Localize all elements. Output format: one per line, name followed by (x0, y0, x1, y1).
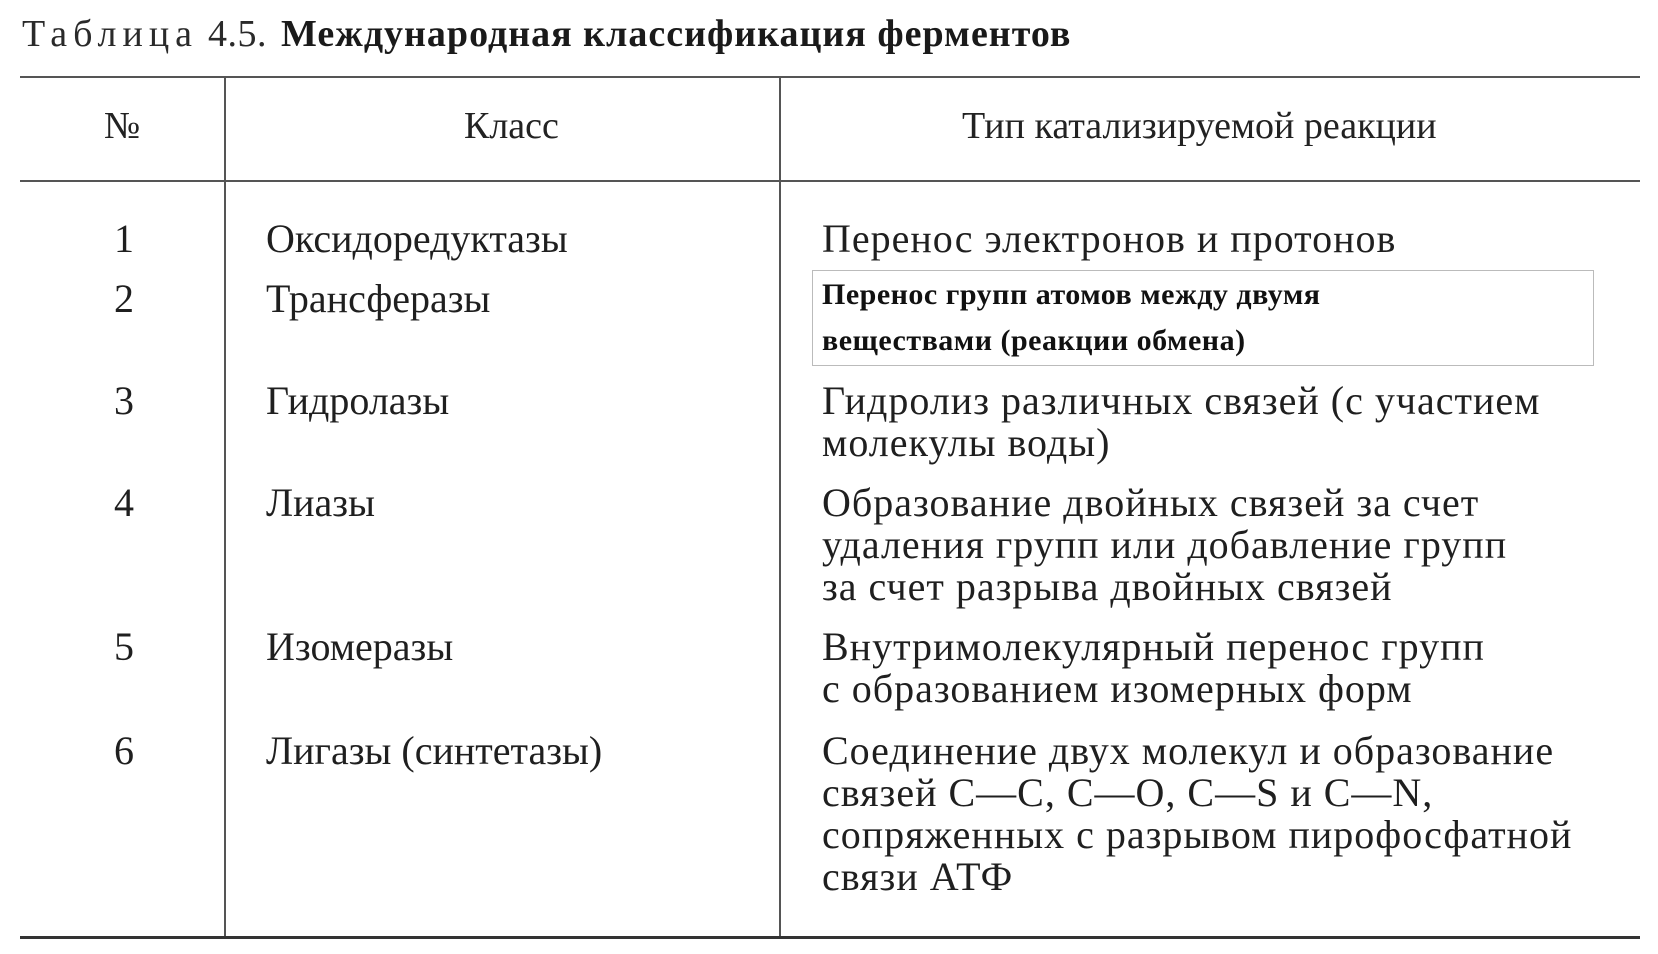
row-3-type-line: Гидролиз различных связей (с участием (822, 378, 1541, 423)
column-divider-1 (224, 78, 226, 936)
row-4-type-line: Образование двойных связей за счет (822, 480, 1480, 525)
row-5-type-line: Внутримолекулярный перенос групп (822, 624, 1485, 669)
row-6-class: Лигазы (синтетазы) (266, 728, 603, 773)
header-reaction-type: Тип катализируемой реакции (962, 105, 1437, 147)
table-caption (22, 12, 1071, 56)
row-6-type-line: связей С—С, С—О, С—S и С—N, (822, 770, 1434, 815)
row-1-class: Оксидоредуктазы (266, 216, 568, 261)
table-top-rule (20, 76, 1640, 78)
row-4-type-line: за счет разрыва двойных связей (822, 564, 1393, 609)
row-6-type-line: Соединение двух молекул и образование (822, 728, 1555, 773)
row-2-number: 2 (114, 276, 134, 321)
row-3-reaction-type (822, 380, 1540, 464)
row-2-type-line: веществами (реакции обмена) (822, 324, 1246, 357)
row-3-number: 3 (114, 378, 134, 423)
row-3-type-line: молекулы воды) (822, 420, 1111, 465)
row-2-reaction-type (822, 272, 1321, 364)
row-5-number: 5 (114, 624, 134, 669)
row-5-class: Изомеразы (266, 624, 454, 669)
caption-label: Таблица (22, 13, 199, 55)
row-5-type-line: с образованием изомерных форм (822, 666, 1413, 711)
header-class: Класс (464, 105, 559, 147)
row-6-reaction-type (822, 730, 1572, 898)
row-6-type-line: связи АТФ (822, 854, 1014, 899)
row-6-type-line: сопряженных с разрывом пирофосфатной (822, 812, 1573, 857)
table-bottom-rule (20, 936, 1640, 939)
header-number: № (104, 105, 141, 147)
row-4-class: Лиазы (266, 480, 375, 525)
row-1-number: 1 (114, 216, 134, 261)
row-2-class: Трансферазы (266, 276, 491, 321)
row-2-type-line: Перенос групп атомов между двумя (822, 278, 1321, 311)
column-divider-2 (779, 78, 781, 936)
caption-title: Международная классификация ферментов (281, 13, 1072, 55)
row-4-type-line: удаления групп или добавление групп (822, 522, 1508, 567)
row-5-reaction-type (822, 626, 1485, 710)
row-1-reaction-type (822, 218, 1396, 260)
row-3-class: Гидролазы (266, 378, 450, 423)
caption-number: 4.5. (208, 13, 268, 55)
row-1-type-line: Перенос электронов и протонов (822, 216, 1397, 261)
row-6-number: 6 (114, 728, 134, 773)
row-4-reaction-type (822, 482, 1507, 608)
table-header-rule (20, 180, 1640, 182)
row-4-number: 4 (114, 480, 134, 525)
